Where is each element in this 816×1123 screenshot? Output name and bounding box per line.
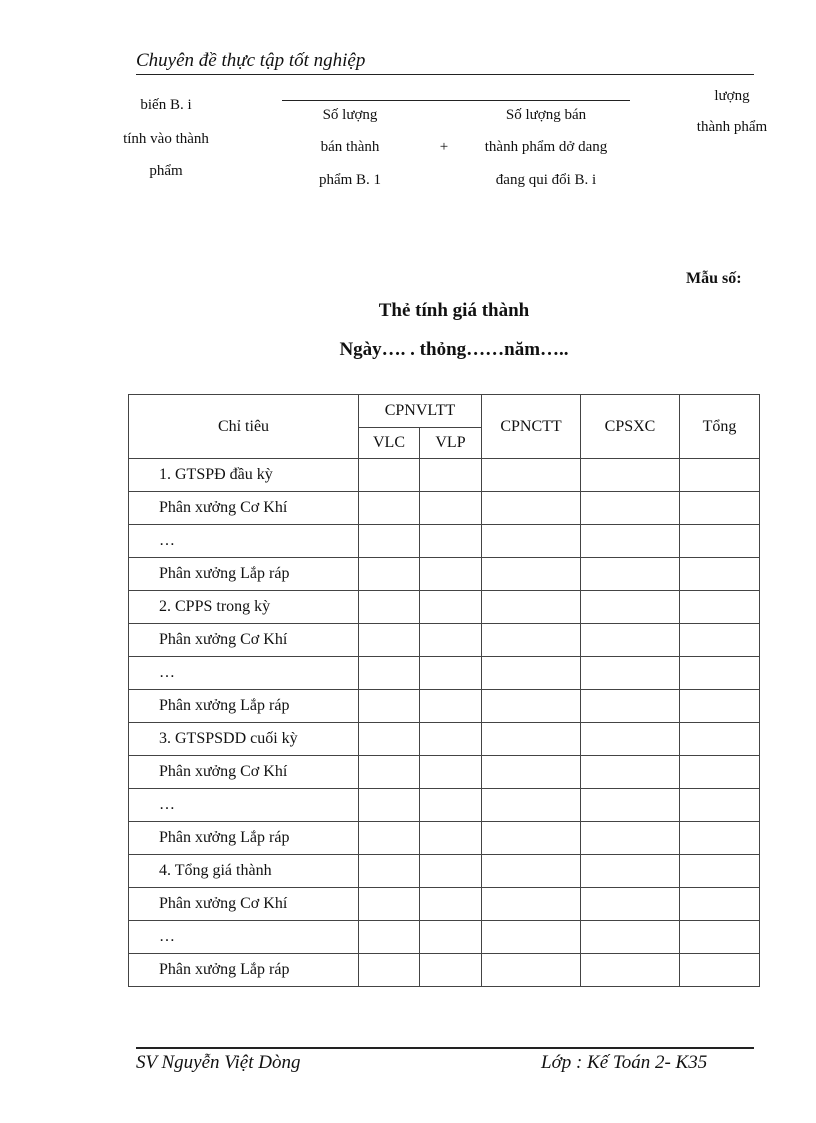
form-number-label: Mẫu số: bbox=[686, 270, 742, 287]
empty-cell bbox=[420, 558, 482, 591]
row-label: 4. Tổng giá thành bbox=[129, 855, 359, 888]
empty-cell bbox=[482, 822, 581, 855]
row-label: Phân xưởng Lắp ráp bbox=[129, 690, 359, 723]
table-row bbox=[129, 921, 760, 954]
row-label: Phân xưởng Cơ Khí bbox=[129, 624, 359, 657]
empty-cell bbox=[482, 888, 581, 921]
table-row bbox=[129, 954, 760, 987]
empty-cell bbox=[420, 657, 482, 690]
row-label: … bbox=[129, 789, 359, 822]
header-tong: Tổng bbox=[680, 395, 760, 459]
empty-cell bbox=[581, 756, 680, 789]
empty-cell bbox=[420, 954, 482, 987]
empty-cell bbox=[359, 492, 420, 525]
sheet-title: Thẻ tính giá thành bbox=[378, 300, 530, 321]
table-row bbox=[129, 492, 760, 525]
empty-cell bbox=[581, 789, 680, 822]
empty-cell bbox=[359, 690, 420, 723]
empty-cell bbox=[680, 558, 760, 591]
header-rule bbox=[136, 74, 754, 75]
empty-cell bbox=[420, 756, 482, 789]
table-row bbox=[129, 624, 760, 657]
table-row bbox=[129, 459, 760, 492]
footer-class: Lớp : Kế Toán 2- K35 bbox=[541, 1052, 708, 1073]
empty-cell bbox=[420, 690, 482, 723]
header-cpsxc: CPSXC bbox=[581, 395, 680, 459]
sheet-date-line: Ngày…. . thỏng……năm….. bbox=[339, 339, 569, 360]
empty-cell bbox=[581, 558, 680, 591]
table-header-row bbox=[129, 395, 760, 428]
numerator-b-line-1: Số lượng bán bbox=[505, 107, 587, 123]
empty-cell bbox=[680, 657, 760, 690]
empty-cell bbox=[482, 657, 581, 690]
empty-cell bbox=[482, 690, 581, 723]
empty-cell bbox=[359, 954, 420, 987]
empty-cell bbox=[359, 888, 420, 921]
row-label: Phân xưởng Cơ Khí bbox=[129, 888, 359, 921]
empty-cell bbox=[359, 657, 420, 690]
header-cpnvltt: CPNVLTT bbox=[359, 395, 482, 428]
numerator-b-line-2: thành phẩm dở dang bbox=[484, 139, 608, 155]
empty-cell bbox=[581, 657, 680, 690]
table-row bbox=[129, 690, 760, 723]
formula-left-line-2: tính vào thành bbox=[123, 131, 209, 147]
table-row bbox=[129, 591, 760, 624]
empty-cell bbox=[359, 921, 420, 954]
cost-calculation-table bbox=[128, 394, 760, 987]
empty-cell bbox=[581, 591, 680, 624]
empty-cell bbox=[680, 855, 760, 888]
empty-cell bbox=[359, 459, 420, 492]
row-label: Phân xưởng Lắp ráp bbox=[129, 558, 359, 591]
formula-left-line-3: phẩm bbox=[149, 163, 183, 179]
table-row bbox=[129, 525, 760, 558]
empty-cell bbox=[581, 525, 680, 558]
numerator-a-line-3: phẩm B. 1 bbox=[318, 172, 382, 188]
row-label: … bbox=[129, 921, 359, 954]
row-label: Phân xưởng Lắp ráp bbox=[129, 822, 359, 855]
empty-cell bbox=[482, 558, 581, 591]
header-vlp: VLP bbox=[420, 428, 482, 459]
empty-cell bbox=[482, 459, 581, 492]
header-chi-tieu: Chỉ tiêu bbox=[129, 395, 359, 459]
table-row bbox=[129, 723, 760, 756]
empty-cell bbox=[680, 921, 760, 954]
empty-cell bbox=[680, 591, 760, 624]
empty-cell bbox=[420, 921, 482, 954]
empty-cell bbox=[680, 492, 760, 525]
empty-cell bbox=[581, 855, 680, 888]
empty-cell bbox=[581, 624, 680, 657]
empty-cell bbox=[359, 624, 420, 657]
numerator-a-line-1: Số lượng bbox=[322, 107, 378, 123]
empty-cell bbox=[420, 525, 482, 558]
empty-cell bbox=[420, 459, 482, 492]
empty-cell bbox=[420, 624, 482, 657]
table-row bbox=[129, 789, 760, 822]
table-row bbox=[129, 756, 760, 789]
empty-cell bbox=[482, 492, 581, 525]
empty-cell bbox=[420, 822, 482, 855]
row-label: … bbox=[129, 657, 359, 690]
table-row bbox=[129, 822, 760, 855]
empty-cell bbox=[482, 789, 581, 822]
row-label: Phân xưởng Cơ Khí bbox=[129, 492, 359, 525]
empty-cell bbox=[581, 459, 680, 492]
empty-cell bbox=[359, 822, 420, 855]
formula-right-line-1: lượng bbox=[714, 88, 750, 104]
table-row bbox=[129, 657, 760, 690]
row-label: 3. GTSPSDD cuối kỳ bbox=[129, 723, 359, 756]
empty-cell bbox=[359, 525, 420, 558]
empty-cell bbox=[359, 789, 420, 822]
empty-cell bbox=[420, 723, 482, 756]
empty-cell bbox=[581, 921, 680, 954]
header-vlc: VLC bbox=[359, 428, 420, 459]
row-label: 2. CPPS trong kỳ bbox=[129, 591, 359, 624]
empty-cell bbox=[482, 921, 581, 954]
footer-student-name: SV Nguyễn Việt Dòng bbox=[136, 1052, 301, 1073]
empty-cell bbox=[680, 723, 760, 756]
empty-cell bbox=[482, 954, 581, 987]
empty-cell bbox=[680, 624, 760, 657]
empty-cell bbox=[359, 723, 420, 756]
empty-cell bbox=[420, 492, 482, 525]
empty-cell bbox=[581, 822, 680, 855]
table-row bbox=[129, 888, 760, 921]
empty-cell bbox=[680, 525, 760, 558]
empty-cell bbox=[581, 690, 680, 723]
page-header-title: Chuyên đề thực tập tốt nghiệp bbox=[136, 50, 366, 71]
plus-sign: + bbox=[439, 139, 449, 155]
empty-cell bbox=[581, 492, 680, 525]
empty-cell bbox=[680, 756, 760, 789]
empty-cell bbox=[420, 888, 482, 921]
row-label: Phân xưởng Lắp ráp bbox=[129, 954, 359, 987]
empty-cell bbox=[482, 525, 581, 558]
empty-cell bbox=[680, 459, 760, 492]
empty-cell bbox=[482, 855, 581, 888]
empty-cell bbox=[482, 591, 581, 624]
table-row bbox=[129, 855, 760, 888]
row-label: 1. GTSPĐ đầu kỳ bbox=[129, 459, 359, 492]
empty-cell bbox=[420, 855, 482, 888]
row-label: … bbox=[129, 525, 359, 558]
header-cpnctt: CPNCTT bbox=[482, 395, 581, 459]
fraction-rule bbox=[282, 100, 630, 101]
empty-cell bbox=[482, 624, 581, 657]
empty-cell bbox=[420, 591, 482, 624]
numerator-a-line-2: bán thành bbox=[320, 139, 380, 155]
empty-cell bbox=[359, 591, 420, 624]
empty-cell bbox=[581, 723, 680, 756]
empty-cell bbox=[680, 888, 760, 921]
empty-cell bbox=[680, 954, 760, 987]
empty-cell bbox=[680, 690, 760, 723]
empty-cell bbox=[680, 789, 760, 822]
numerator-b-line-3: đang qui đổi B. i bbox=[495, 172, 597, 188]
empty-cell bbox=[359, 558, 420, 591]
formula-left-line-1: biến B. i bbox=[140, 97, 192, 113]
formula-right-line-2: thành phẩm bbox=[696, 119, 768, 135]
footer-rule bbox=[136, 1047, 754, 1049]
empty-cell bbox=[420, 789, 482, 822]
empty-cell bbox=[581, 888, 680, 921]
empty-cell bbox=[482, 756, 581, 789]
empty-cell bbox=[680, 822, 760, 855]
empty-cell bbox=[359, 855, 420, 888]
empty-cell bbox=[482, 723, 581, 756]
row-label: Phân xưởng Cơ Khí bbox=[129, 756, 359, 789]
table-row bbox=[129, 558, 760, 591]
empty-cell bbox=[581, 954, 680, 987]
empty-cell bbox=[359, 756, 420, 789]
